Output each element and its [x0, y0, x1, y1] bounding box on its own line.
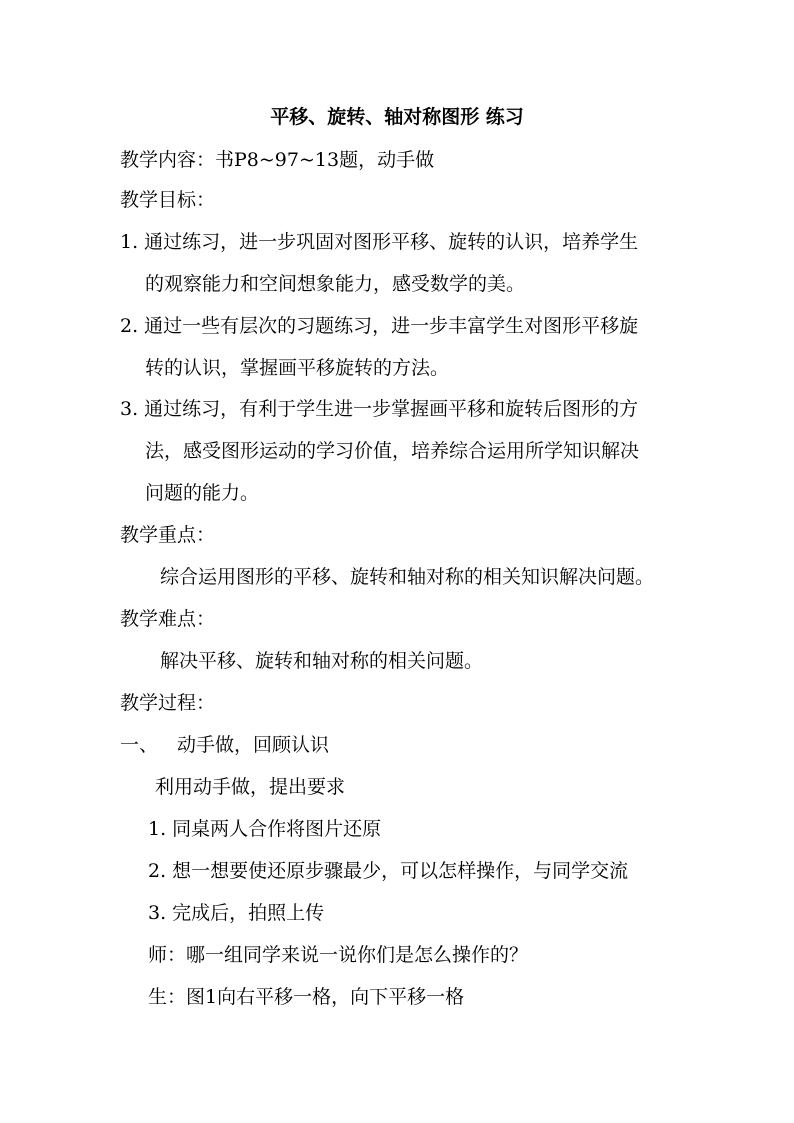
student-answer: 生：图1向右平移一格，向下平移一格 [148, 986, 465, 1008]
objectives-heading: 教学目标： [120, 189, 216, 211]
step-3: 3. 完成后，拍照上传 [148, 902, 325, 924]
process-heading: 教学过程： [120, 692, 216, 714]
step-2: 2. 想一想要使还原步骤最少，可以怎样操作，与同学交流 [148, 860, 629, 882]
teacher-question: 师：哪一组同学来说一说你们是怎么操作的？ [148, 944, 529, 966]
difficulty-text: 解决平移、旋转和轴对称的相关问题。 [160, 650, 484, 672]
section-one-title: 动手做，回顾认识 [177, 734, 330, 756]
activity-intro: 利用动手做，提出要求 [155, 776, 346, 798]
objective-1-line-1: 1. 通过练习，进一步巩固对图形平移、旋转的认识，培养学生 [120, 231, 639, 253]
document-title: 平移、旋转、轴对称图形 练习 [270, 106, 524, 128]
objective-3-line-1: 3. 通过练习，有利于学生进一步掌握画平移和旋转后图形的方 [120, 398, 639, 420]
objective-2-line-1: 2. 通过一些有层次的习题练习，进一步丰富学生对图形平移旋 [120, 315, 639, 337]
section-one-number: 一、 [120, 734, 159, 756]
objective-3-line-3: 问题的能力。 [145, 482, 260, 504]
key-points-heading: 教学重点： [120, 524, 216, 546]
difficulty-heading: 教学难点： [120, 608, 216, 630]
step-1: 1. 同桌两人合作将图片还原 [148, 818, 382, 840]
objective-2-line-2: 转的认识，掌握画平移旋转的方法。 [145, 357, 450, 379]
key-points-text: 综合运用图形的平移、旋转和轴对称的相关知识解决问题。 [160, 566, 655, 588]
objective-1-line-2: 的观察能力和空间想象能力，感受数学的美。 [145, 273, 526, 295]
objective-3-line-2: 法，感受图形运动的学习价值，培养综合运用所学知识解决 [145, 440, 640, 462]
teaching-content-line: 教学内容：书P8~97~13题，动手做 [120, 149, 435, 171]
